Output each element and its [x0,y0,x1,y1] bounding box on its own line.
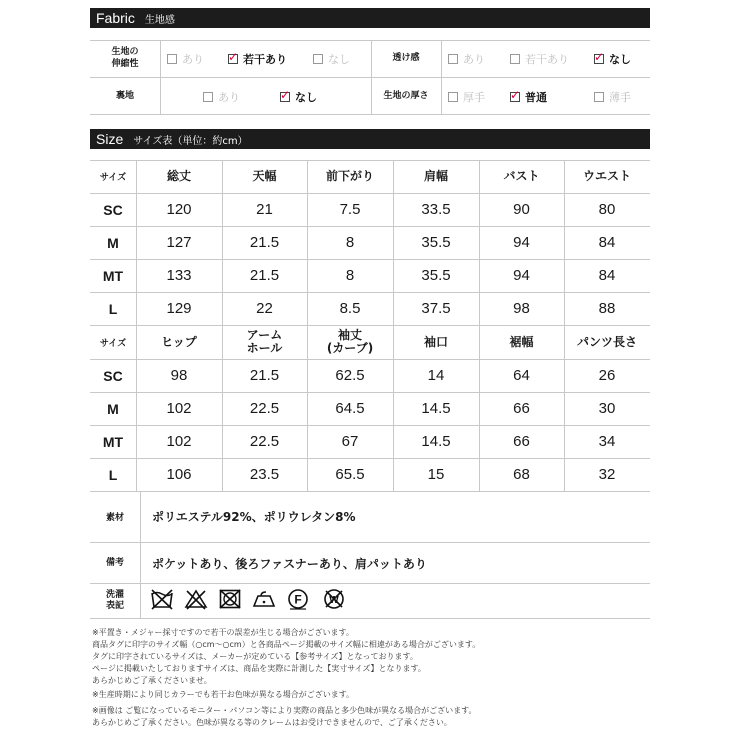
divider [393,160,394,491]
size-name: SC [103,201,123,218]
divider [90,359,650,360]
fabric-title-en: Fabric [96,10,135,26]
size-value-cell: 8.5 [339,300,361,317]
size-value-cell: 8 [345,267,355,284]
fabric-option [313,51,350,67]
size-value-cell: 106 [166,466,192,483]
size-name: L [108,466,118,483]
fabric-option [203,89,240,105]
fabric-option-label: あり [218,91,240,104]
divider [307,160,308,491]
empty-checkbox-icon [510,54,520,64]
size-value-cell: 66 [513,400,530,417]
size-row-label: サイズ [99,338,127,349]
size-value-cell: 66 [513,433,530,450]
fabric-option [448,51,485,67]
remarks-label: 備考 [105,557,124,568]
checked-checkbox-icon [510,92,520,102]
size-value-cell: 84 [598,234,616,251]
fabric-option [510,51,569,67]
size-value-cell: 98 [170,367,188,384]
size-value-cell: 15 [427,466,445,483]
size-row-label: サイズ [99,173,127,183]
size-column-header: 肩幅 [423,169,448,183]
divider [90,491,650,492]
checked-checkbox-icon [280,92,290,102]
size-value-cell: 14.5 [421,400,451,417]
size-column-header: 総丈 [166,169,191,183]
empty-checkbox-icon [167,54,177,64]
size-value-cell: 102 [166,400,192,417]
size-value-cell: 68 [513,466,530,483]
size-value-cell: 64.5 [335,400,365,417]
size-value-cell: 62.5 [335,367,365,384]
divider [90,77,650,78]
iron-low-icon [252,588,276,610]
divider [90,542,650,543]
no-tumble-dry-icon [218,588,242,610]
divider [90,114,650,115]
divider [90,292,650,293]
size-column-header [479,325,564,359]
fabric-option [510,89,547,105]
divider [90,226,650,227]
size-name: M [107,400,119,417]
divider [136,160,137,491]
size-title-en: Size [96,131,124,147]
size-value-cell: 22.5 [249,400,280,417]
divider [90,618,650,619]
empty-checkbox-icon [448,54,458,64]
fabric-option-label: 普通 [525,91,547,104]
size-value-cell: 21 [256,201,273,218]
size-column-header [564,325,650,359]
size-value-cell: 26 [598,367,616,384]
divider [140,491,141,618]
size-column-header-line: ヒップ [161,334,197,349]
size-column-header-line: アーム [246,328,283,342]
divider [222,160,223,491]
fabric-property-label-line: 裏地 [115,91,134,101]
size-value-cell: 120 [166,201,192,218]
fabric-title-jp: 生地感 [144,14,175,26]
size-value-cell: 21.5 [249,234,280,251]
checked-checkbox-icon [594,54,604,64]
no-washing-icon [150,588,174,610]
svg-text:W: W [329,595,339,606]
checked-checkbox-icon [228,54,238,64]
size-value-cell: 23.5 [249,466,280,483]
size-value-cell: 64 [513,367,530,384]
empty-checkbox-icon [448,92,458,102]
fabric-header-bar [90,8,650,28]
size-value-cell: 67 [341,433,359,450]
fabric-option-label: 若干あり [243,53,287,66]
size-column-header: ウエスト [582,169,631,183]
fabric-property-label [371,52,441,64]
fabric-option [594,89,631,105]
size-name: L [108,300,118,317]
size-column-header-line: パンツ長さ [576,334,637,349]
size-value-cell: 14 [427,367,445,384]
fabric-property-label [371,90,441,102]
size-column-header [222,325,307,359]
size-header-bar [90,129,650,149]
size-column-header: バスト [503,169,540,183]
size-value-cell: 129 [166,300,192,317]
no-wet-clean-icon [322,588,346,610]
fabric-option-label: 若干あり [525,53,569,66]
divider [90,325,650,326]
size-value-cell: 14.5 [421,433,451,450]
size-value-cell: 22 [256,300,273,317]
divider [90,193,650,194]
fabric-property-label [90,46,160,70]
size-value-cell: 32 [598,466,616,483]
remarks-text: ポケットあり、後ろファスナーあり、肩パットあり [152,556,427,571]
divider [160,40,161,114]
divider [479,160,480,491]
care-label-line: 洗濯 [105,590,124,600]
fabric-property-label-line: 伸縮性 [111,59,139,69]
divider [441,40,442,114]
fabric-option [280,89,317,105]
size-value-cell: 33.5 [421,201,451,218]
size-column-header-line: 袖口 [423,334,448,349]
divider [90,160,650,161]
fabric-option-label: あり [182,53,204,66]
size-value-cell: 102 [166,433,192,450]
size-column-header-line: (カーブ) [326,341,374,355]
size-title-jp: サイズ表（単位：約cm） [133,135,248,147]
fabric-option-label: 厚手 [463,91,485,104]
size-value-cell: 65.5 [335,466,365,483]
empty-checkbox-icon [203,92,213,102]
size-column-header [136,325,222,359]
footnote-line: ページに掲載いたしておりますサイズは、商品を実際に計測した【実寸サイズ】となります。 [92,664,426,673]
size-value-cell: 94 [513,267,530,284]
size-value-cell: 7.5 [339,201,361,218]
footnote-line: あらかじめご了承ください。色味が異なる等のクレームはお受けできませんので、ご了承ください。 [92,718,452,727]
fabric-option [167,51,204,67]
size-value-cell: 35.5 [421,267,451,284]
size-value-cell: 34 [598,433,616,450]
footnote-line: あらかじめご了承くださいませ。 [92,676,212,685]
size-value-cell: 8 [345,234,355,251]
svg-text:F: F [294,592,302,607]
fabric-option-label: 薄手 [609,91,631,104]
fabric-option [448,89,485,105]
size-column-header [393,325,479,359]
size-column-header-line: ホール [246,341,283,355]
divider [90,259,650,260]
fabric-option-label: あり [463,53,485,66]
footnote-line: ※平置き・メジャー採寸ですので若干の誤差が生じる場合がございます。 [92,628,354,637]
fabric-property-label-line: 生地の厚さ [383,91,429,101]
divider [90,425,650,426]
dry-clean-f-icon [286,588,310,610]
empty-checkbox-icon [313,54,323,64]
size-value-cell: 22.5 [249,433,280,450]
size-name: MT [102,267,124,284]
size-value-cell: 21.5 [249,267,280,284]
size-column-header-line: 裾幅 [509,334,534,349]
fabric-property-label-line: 透け感 [392,53,420,63]
size-value-cell: 98 [513,300,530,317]
size-value-cell: 35.5 [421,234,451,251]
size-name: MT [102,433,124,450]
size-value-cell: 127 [166,234,192,251]
footnote-line: タグに印字されているサイズは、メーカーが定めている【参考サイズ】となっております。 [92,652,418,661]
footnote-line: ※生産時期により同じカラーでも若干お色味が異なる場合がございます。 [92,690,355,699]
care-label [90,584,140,618]
divider [90,458,650,459]
divider [90,40,650,41]
divider [90,392,650,393]
size-value-cell: 94 [513,234,530,251]
material-text: ポリエステル92%、ポリウレタン8% [152,509,356,524]
empty-checkbox-icon [594,92,604,102]
size-value-cell: 80 [598,201,616,218]
fabric-property-label-line: 生地の [111,47,139,57]
fabric-option [228,51,287,67]
fabric-option [594,51,631,67]
care-label-line: 表記 [105,601,124,611]
fabric-property-label [90,90,160,102]
size-name: SC [103,367,123,384]
size-value-cell: 21.5 [249,367,280,384]
footnote-line: 商品タグに印字のサイズ幅（○cm〜○cm）と各商品ページ掲載のサイズ幅に相違がある場合がございます。 [92,640,481,649]
size-value-cell: 37.5 [421,300,451,317]
divider [371,40,372,114]
divider [564,160,565,491]
size-value-cell: 133 [166,267,192,284]
size-column-header-line: 袖丈 [337,328,362,342]
divider [90,583,650,584]
size-value-cell: 90 [513,201,530,218]
size-value-cell: 88 [598,300,616,317]
material-label: 素材 [105,512,124,523]
no-bleach-icon [184,588,208,610]
size-column-header: 天幅 [252,169,277,183]
size-column-header: 前下がり [325,169,374,183]
fabric-option-label: なし [328,53,350,66]
size-column-header [307,325,393,359]
fabric-option-label: なし [609,53,631,66]
footnote-line: ※画像は ご覧になっているモニター・パソコン等により実際の商品と多少色味が異なる場合がございます。 [92,706,477,715]
size-value-cell: 84 [598,267,616,284]
fabric-option-label: なし [295,91,317,104]
size-value-cell: 30 [598,400,616,417]
size-name: M [107,234,119,251]
